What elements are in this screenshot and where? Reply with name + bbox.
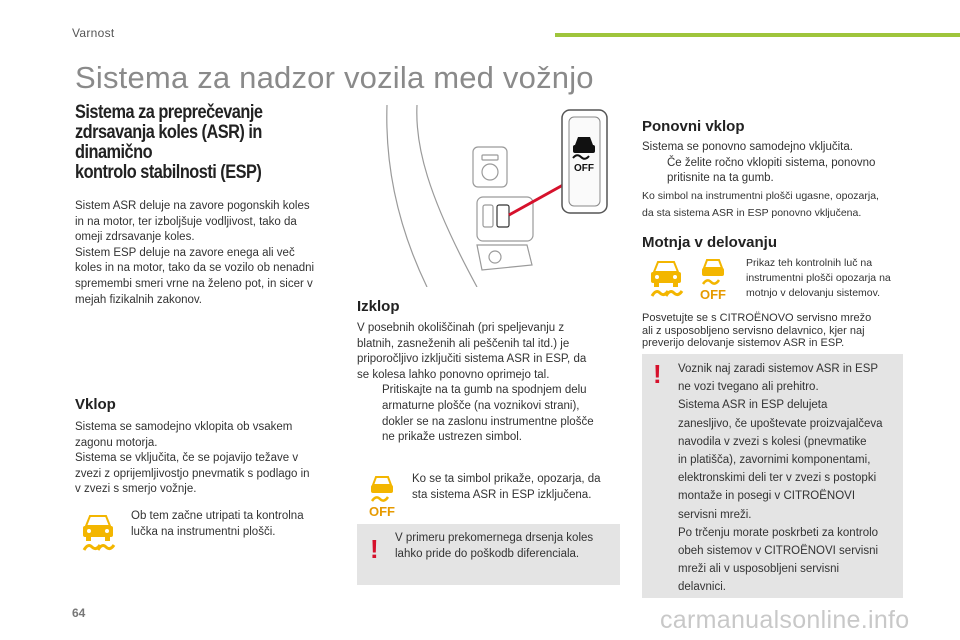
- intro-line: omeji zdrsavanje koles.: [75, 231, 195, 244]
- motnja-lamp-line: Prikaz teh kontrolnih luč na: [746, 257, 873, 269]
- motnja-advice-line: ali z usposobljeno servisno delavnico, kjer naj: [642, 324, 865, 337]
- section-label: Varnost: [72, 26, 115, 40]
- izklop-off-text: [412, 472, 622, 503]
- watermark: carmanualsonline.info: [660, 606, 910, 634]
- header-accent-bar: [555, 33, 960, 37]
- vklop-heading: Vklop: [75, 396, 116, 413]
- warning-line: V primeru prekomernega drsenja koles: [395, 532, 594, 544]
- esp-off-fault-icon: [695, 256, 731, 302]
- subtitle-line: kontrolo stabilnosti (ESP): [75, 162, 262, 183]
- driver-warning-line: Po trčenju morate poskrbeti za kontrolo: [678, 526, 879, 539]
- vklop-line: zvezi z oprijemljivostjo pnevmatik s podlago in: [75, 467, 310, 480]
- esp-skid-warning-icon: [80, 512, 116, 552]
- izklop-bullet-line: dokler se na zaslonu instrumentne plošče: [382, 415, 594, 428]
- dashboard-button-illustration: [357, 105, 610, 287]
- driver-warning-line: mreži ali v usposobljeni servisni: [678, 563, 840, 576]
- ponovni-vklop-paragraph: [642, 140, 912, 187]
- vklop-line: Sistema se vključita, če se pojavijo težave v: [75, 452, 299, 465]
- driver-warning-note: [642, 354, 903, 598]
- driver-warning-line: Sistema ASR in ESP delujeta: [678, 399, 828, 412]
- intro-line: mejah fizikalnih zakonov.: [75, 293, 202, 306]
- vklop-lamp-text: [131, 509, 341, 540]
- motnja-lamp-text: [746, 256, 916, 301]
- intro-line: Sistem ESP deluje na zavore enega ali več: [75, 246, 295, 259]
- driver-warning-text: [678, 360, 900, 597]
- motnja-advice: [642, 312, 917, 350]
- driver-warning-line: ne vozi tvegano ali prehitro.: [678, 381, 819, 394]
- ponovni-note-line: da sta sistema ASR in ESP ponovno vključena.: [642, 207, 862, 219]
- izklop-bullet-line: ne prikaže ustrezen simbol.: [382, 431, 522, 444]
- intro-line: spremembi smeri vrne na želeno pot, in sicer v: [75, 277, 313, 290]
- page-number: 64: [72, 606, 86, 620]
- driver-warning-line: navodila v zvezi s kolesi (pnevmatike: [678, 435, 867, 448]
- driver-warning-line: in platišča), zavornimi komponentami,: [678, 454, 871, 467]
- ponovni-note: [642, 188, 917, 222]
- motnja-advice-line: preverijo delovanje sistemov ASR in ESP.: [642, 337, 845, 349]
- izklop-line: priporočljivo izključiti sistema ASR in ESP, da: [357, 353, 587, 366]
- intro-line: koles in na motor, tako da se vozilo ob nenadni: [75, 262, 315, 275]
- vklop-line: v zvezi s smerjo vožnje.: [75, 483, 197, 496]
- driver-warning-line: elektronskimi deli ter v zvezi s postopki: [678, 472, 877, 485]
- warning-line: lahko pride do poškodb diferenciala.: [395, 547, 580, 560]
- ponovni-vklop-heading: Ponovni vklop: [642, 118, 745, 135]
- izklop-heading: Izklop: [357, 298, 400, 315]
- differential-warning-text: [395, 531, 615, 562]
- warning-icon: !: [370, 534, 379, 564]
- section-subtitle: [75, 103, 316, 183]
- page-title: Sistema za nadzor vozila med vožnjo: [75, 60, 594, 95]
- ponovni-bullet: [642, 156, 912, 187]
- vklop-paragraph: [75, 420, 345, 498]
- subtitle-line: zdrsavanja koles (ASR) in dinamično: [75, 122, 262, 163]
- izklop-bullet-line: armaturne plošče (na voznikovi strani),: [382, 399, 580, 412]
- izklop-bullet-line: Pritiskajte na ta gumb na spodnjem delu: [382, 384, 587, 397]
- motnja-lamp-line: instrumentni plošči opozarja na: [746, 272, 891, 284]
- driver-warning-line: delavnici.: [678, 581, 726, 594]
- svg-text:OFF: OFF: [700, 287, 726, 302]
- driver-warning-line: Voznik naj zaradi sistemov ASR in ESP: [678, 363, 879, 375]
- vklop-line: zagonu motorja.: [75, 436, 158, 449]
- subtitle-line: Sistema za preprečevanje: [75, 102, 263, 123]
- driver-warning-line: montaže in posegi v CITROËNOVI: [678, 490, 856, 503]
- izklop-line: blatnih, zasneženih ali peščenih tal itd.) je: [357, 337, 570, 350]
- izklop-line: se kolesa lahko ponovno oprimejo tal.: [357, 368, 550, 381]
- motnja-lamp-line: motnjo v delovanju sistemov.: [746, 287, 881, 299]
- motnja-advice-line: Posvetujte se s CITROËNOVO servisno mrežo: [642, 312, 872, 324]
- izklop-paragraph: [357, 321, 617, 446]
- izklop-off-line: Ko se ta simbol prikaže, opozarja, da: [412, 473, 601, 485]
- intro-paragraph: [75, 199, 345, 308]
- vklop-line: Sistema se samodejno vklopita ob vsakem: [75, 421, 293, 433]
- esp-off-icon: [364, 473, 400, 519]
- vklop-lamp-line: Ob tem začne utripati ta kontrolna: [131, 510, 304, 522]
- svg-text:OFF: OFF: [574, 163, 594, 174]
- ponovni-line: Sistema se ponovno samodejno vključita.: [642, 141, 853, 153]
- driver-warning-line: zanesljivo, če upoštevate proizvajalčeva: [678, 417, 883, 430]
- izklop-line: V posebnih okoliščinah (pri speljevanju z: [357, 322, 565, 334]
- intro-line: Sistem ASR deluje na zavore pogonskih koles: [75, 200, 310, 212]
- ponovni-bullet-line: Če želite ročno vklopiti sistema, ponovno: [667, 156, 876, 169]
- differential-warning-note: [357, 524, 620, 585]
- driver-warning-line: servisni mreži.: [678, 508, 752, 521]
- ponovni-note-line: Ko simbol na instrumentni plošči ugasne, opozarja,: [642, 190, 879, 202]
- esp-fault-icon: [648, 258, 684, 298]
- svg-text:OFF: OFF: [369, 504, 395, 519]
- warning-icon: !: [653, 359, 662, 389]
- motnja-heading: Motnja v delovanju: [642, 234, 778, 251]
- vklop-lamp-line: lučka na instrumentni plošči.: [131, 525, 276, 538]
- driver-warning-line: obeh sistemov v CITROËNOVI servisni: [678, 545, 879, 558]
- izklop-bullet: [357, 383, 617, 445]
- izklop-off-line: sta sistema ASR in ESP izključena.: [412, 488, 592, 501]
- ponovni-bullet-line: pritisnite na ta gumb.: [667, 172, 774, 185]
- intro-line: in na motor, ter izboljšuje vodljivost, tako da: [75, 215, 297, 228]
